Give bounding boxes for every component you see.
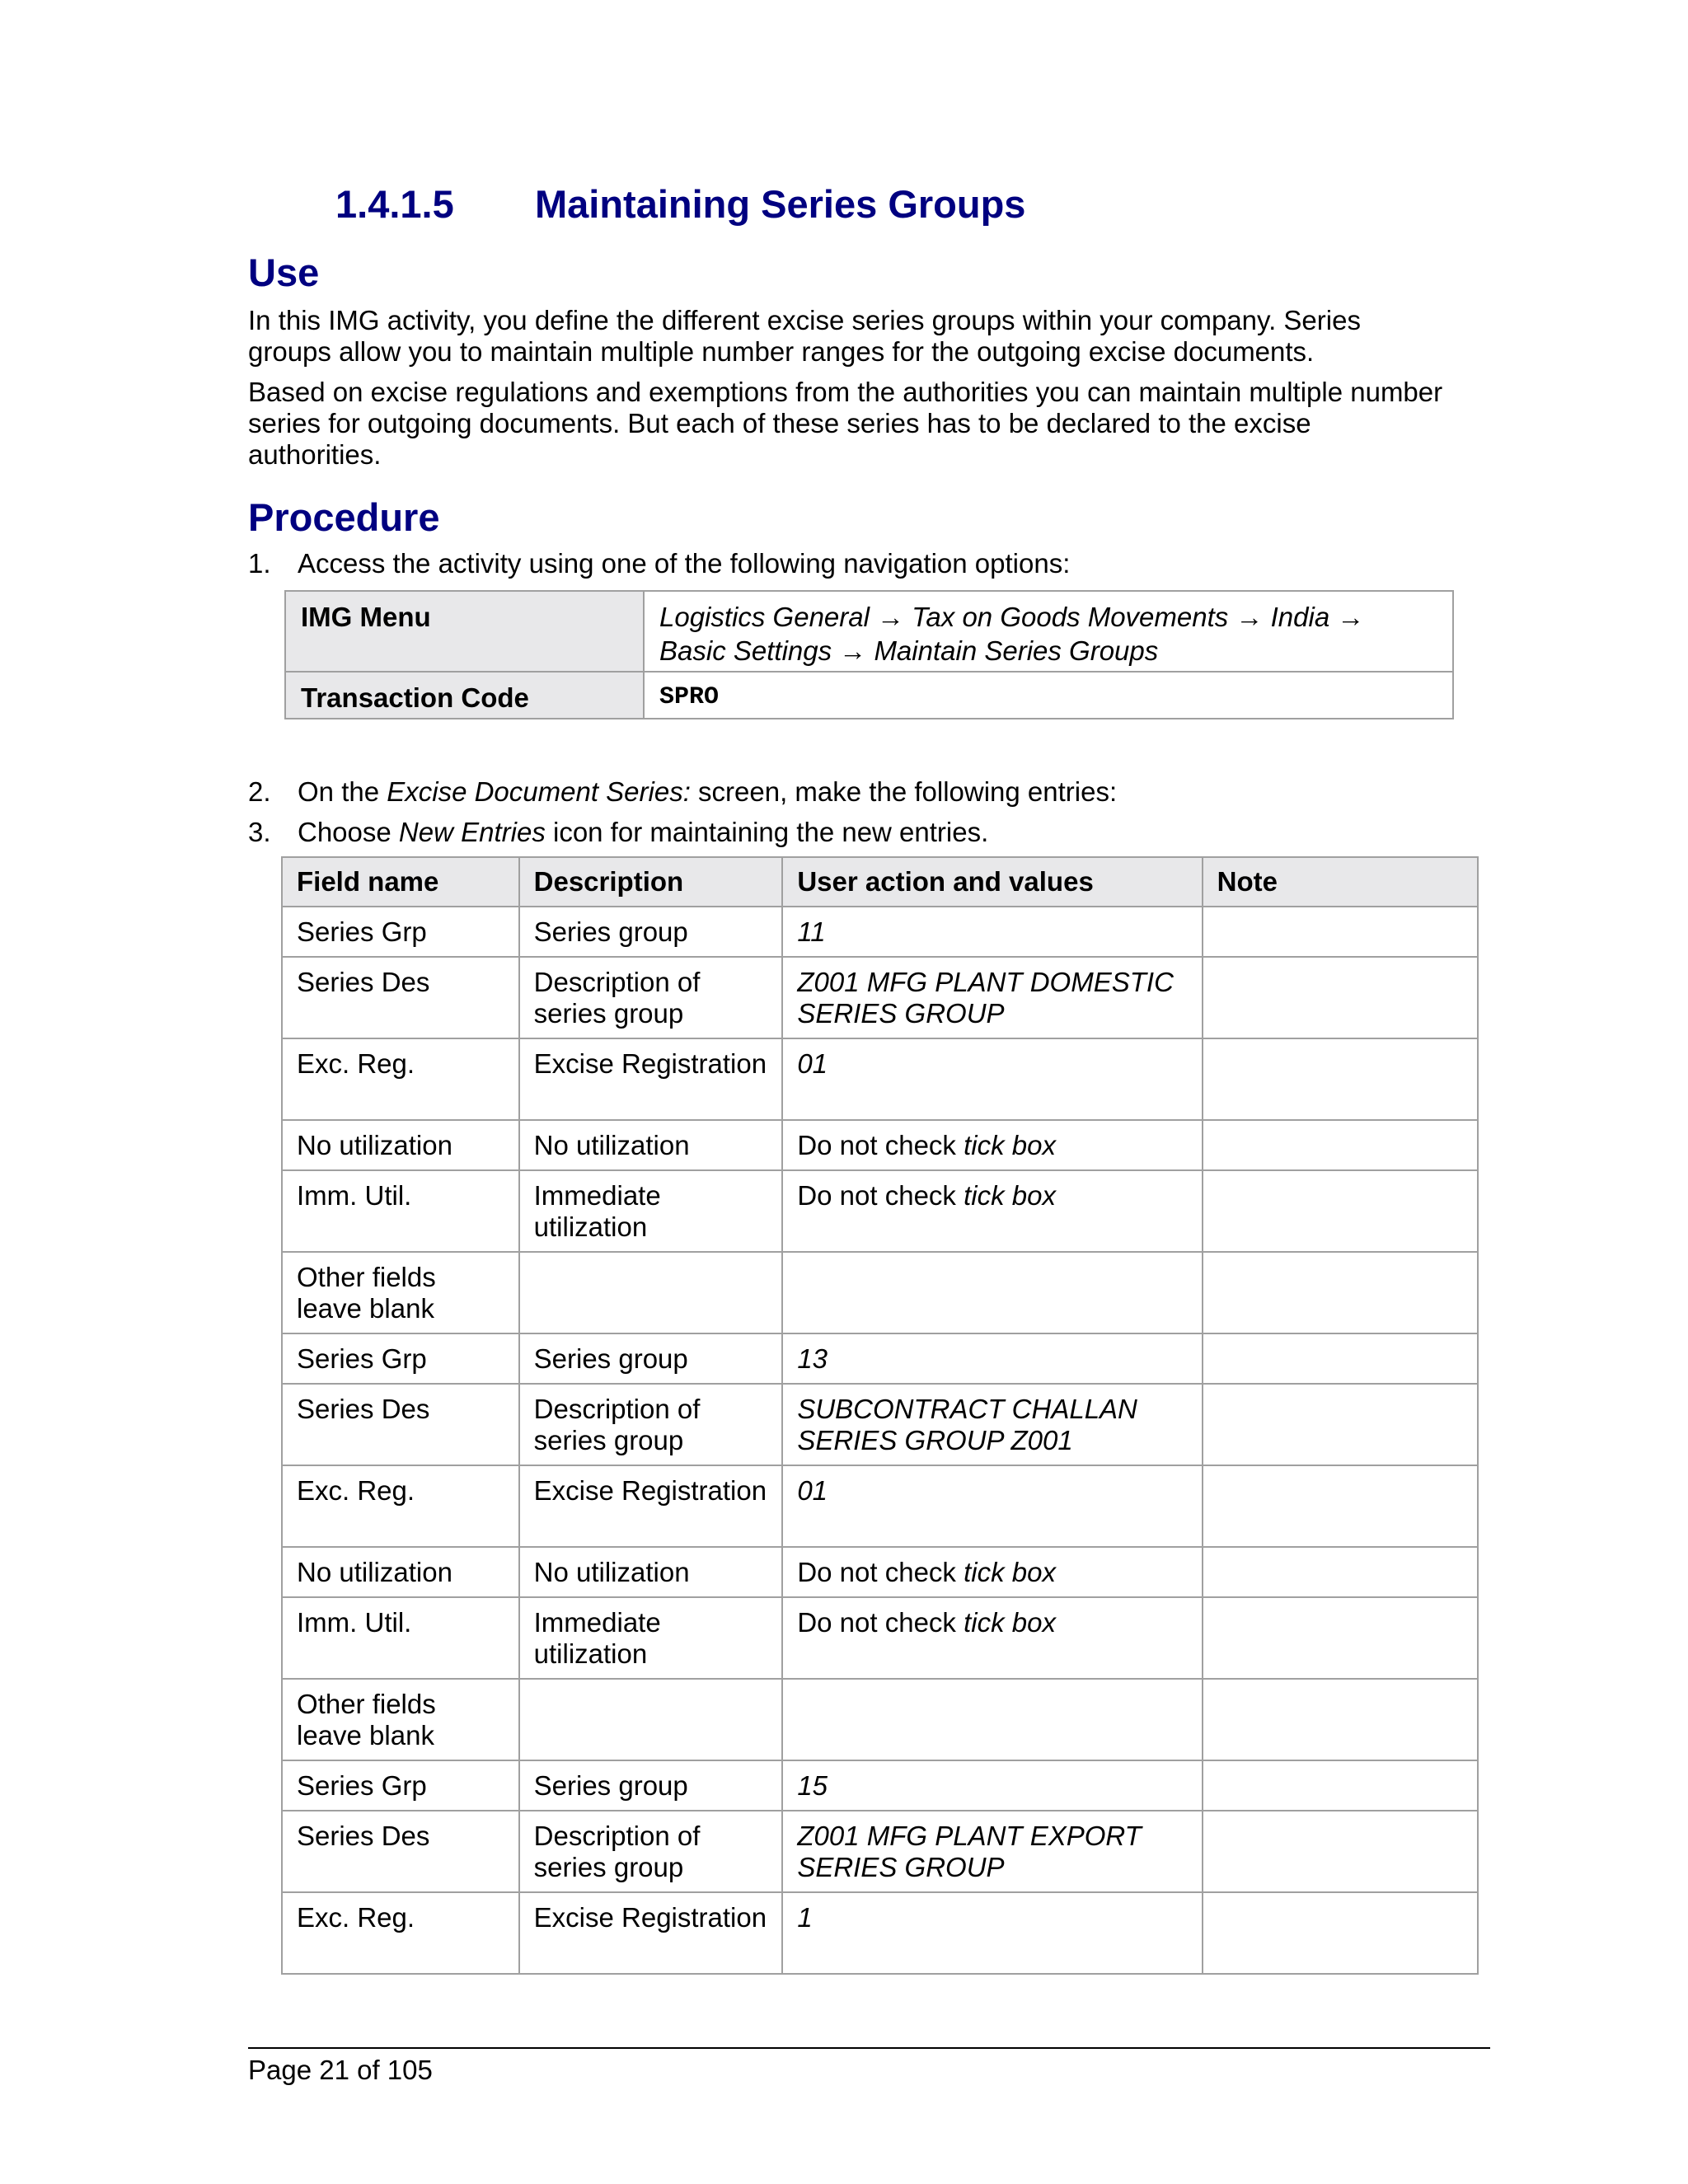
note-cell: [1203, 1120, 1478, 1170]
header-field-name: Field name: [282, 857, 519, 907]
table-row: [282, 1465, 1478, 1547]
procedure-heading: Procedure: [248, 495, 440, 539]
field-name-cell: Series Des: [282, 1811, 519, 1892]
table-row: [282, 1760, 1478, 1811]
value-cell: SUBCONTRACT CHALLAN SERIES GROUP Z001: [782, 1384, 1202, 1465]
description-cell: [519, 1252, 783, 1333]
note-cell: [1203, 1760, 1478, 1811]
description-cell: [519, 1679, 783, 1760]
note-cell: [1203, 1597, 1478, 1679]
table-row: [282, 1547, 1478, 1597]
value-cell: Do not check tick box: [782, 1120, 1202, 1170]
table-row: [282, 907, 1478, 957]
description-cell: Series group: [519, 907, 783, 957]
nav-row-transaction-code: [285, 672, 1453, 719]
page-number: Page 21 of 105: [248, 2055, 433, 2085]
table-row: [282, 1597, 1478, 1679]
field-name-cell: Imm. Util.: [282, 1170, 519, 1252]
value-cell: 01: [782, 1038, 1202, 1120]
description-cell: Description of series group: [519, 1811, 783, 1892]
table-row: [282, 1120, 1478, 1170]
description-cell: Series group: [519, 1333, 783, 1384]
description-cell: No utilization: [519, 1547, 783, 1597]
img-menu-label: IMG Menu: [285, 591, 644, 672]
value-cell: [782, 1252, 1202, 1333]
description-cell: Excise Registration: [519, 1465, 783, 1547]
field-name-cell: No utilization: [282, 1120, 519, 1170]
img-menu-path-line-1: Logistics General → Tax on Goods Movements → India →: [659, 602, 1365, 632]
table-row: [282, 957, 1478, 1038]
transaction-code-label: Transaction Code: [285, 672, 644, 719]
field-name-cell: Exc. Reg.: [282, 1892, 519, 1974]
note-cell: [1203, 907, 1478, 957]
navigation-table: [284, 590, 1454, 719]
img-menu-path-line-2: Basic Settings → Maintain Series Groups: [659, 635, 1159, 666]
description-cell: Description of series group: [519, 957, 783, 1038]
description-cell: Description of series group: [519, 1384, 783, 1465]
note-cell: [1203, 1170, 1478, 1252]
note-cell: [1203, 957, 1478, 1038]
note-cell: [1203, 1679, 1478, 1760]
use-heading: Use: [248, 251, 320, 294]
field-name-cell: Exc. Reg.: [282, 1038, 519, 1120]
value-cell: 13: [782, 1333, 1202, 1384]
field-name-cell: Series Des: [282, 1384, 519, 1465]
description-cell: No utilization: [519, 1120, 783, 1170]
value-cell: [782, 1679, 1202, 1760]
note-cell: [1203, 1892, 1478, 1974]
section-number: 1.4.1.5: [335, 182, 454, 226]
note-cell: [1203, 1465, 1478, 1547]
note-cell: [1203, 1333, 1478, 1384]
note-cell: [1203, 1811, 1478, 1892]
field-name-cell: Other fields leave blank: [282, 1679, 519, 1760]
value-cell: Z001 MFG PLANT DOMESTIC SERIES GROUP: [782, 957, 1202, 1038]
entries-table: [281, 856, 1479, 1975]
transaction-code-value: SPRO: [644, 672, 1453, 719]
field-name-cell: Exc. Reg.: [282, 1465, 519, 1547]
description-cell: Series group: [519, 1760, 783, 1811]
value-cell: 15: [782, 1760, 1202, 1811]
table-row: [282, 1170, 1478, 1252]
table-row: [282, 1252, 1478, 1333]
section-title: Maintaining Series Groups: [535, 182, 1026, 226]
value-cell: Do not check tick box: [782, 1547, 1202, 1597]
note-cell: [1203, 1252, 1478, 1333]
step-number: 1.: [248, 548, 271, 579]
entries-header-row: [282, 857, 1478, 907]
description-cell: Excise Registration: [519, 1892, 783, 1974]
field-name-cell: No utilization: [282, 1547, 519, 1597]
note-cell: [1203, 1384, 1478, 1465]
table-row: [282, 1679, 1478, 1760]
value-cell: Do not check tick box: [782, 1170, 1202, 1252]
description-cell: Excise Registration: [519, 1038, 783, 1120]
header-note: Note: [1203, 857, 1478, 907]
footer-divider: [248, 2047, 1490, 2049]
description-cell: Immediate utilization: [519, 1170, 783, 1252]
img-menu-path: [644, 591, 1453, 672]
description-cell: Immediate utilization: [519, 1597, 783, 1679]
step-3: 3. Choose New Entries icon for maintaining the new entries.: [248, 817, 989, 847]
table-row: [282, 1892, 1478, 1974]
table-row: [282, 1384, 1478, 1465]
value-cell: 11: [782, 907, 1202, 957]
field-name-cell: Series Grp: [282, 1333, 519, 1384]
header-user-action: User action and values: [782, 857, 1202, 907]
table-row: [282, 1038, 1478, 1120]
step-text: Access the activity using one of the following navigation options:: [298, 548, 1071, 579]
section-heading: [335, 181, 1025, 227]
value-cell: 01: [782, 1465, 1202, 1547]
table-row: [282, 1333, 1478, 1384]
field-name-cell: Series Des: [282, 957, 519, 1038]
nav-row-img-menu: [285, 591, 1453, 672]
field-name-cell: Series Grp: [282, 1760, 519, 1811]
value-cell: Do not check tick box: [782, 1597, 1202, 1679]
use-paragraph-2: Based on excise regulations and exemptions from the authorities you can maintain multiple number series for outgoing documents. But each of these series has to be declared to the excise authorities.: [248, 377, 1443, 470]
table-row: [282, 1811, 1478, 1892]
value-cell: 1: [782, 1892, 1202, 1974]
field-name-cell: Other fields leave blank: [282, 1252, 519, 1333]
note-cell: [1203, 1547, 1478, 1597]
step-2: 2. On the Excise Document Series: screen, make the following entries:: [248, 776, 1118, 807]
step-1: [248, 548, 1070, 579]
value-cell: Z001 MFG PLANT EXPORT SERIES GROUP: [782, 1811, 1202, 1892]
use-paragraph-1: In this IMG activity, you define the different excise series groups within your company. Series groups allow you to maintain multiple number ranges for the outgoing excise documents.: [248, 305, 1361, 367]
step-number: 3.: [248, 817, 271, 847]
note-cell: [1203, 1038, 1478, 1120]
field-name-cell: Imm. Util.: [282, 1597, 519, 1679]
field-name-cell: Series Grp: [282, 907, 519, 957]
step-number: 2.: [248, 776, 271, 807]
header-description: Description: [519, 857, 783, 907]
